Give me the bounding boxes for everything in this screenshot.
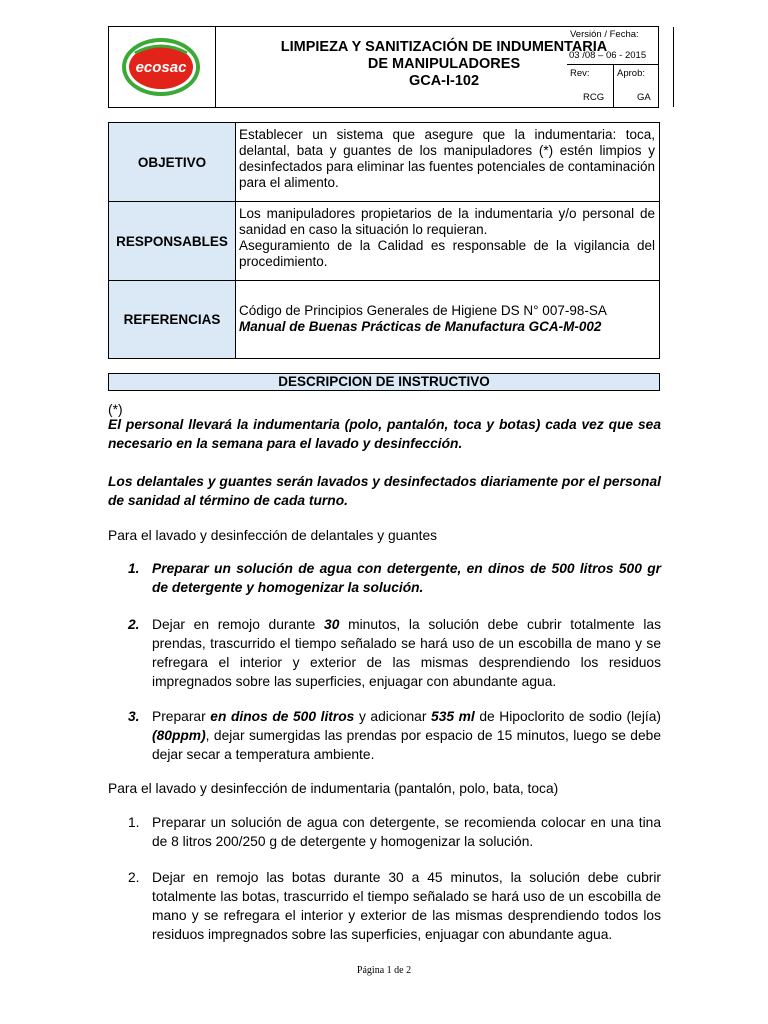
- list1-text-2b: 30: [324, 617, 340, 632]
- page-footer: Página 1 de 2: [356, 965, 412, 976]
- list2-text-1: Preparar un solución de agua con detergente, se recomienda colocar en una tina de 8 litros 200/250 g de detergente y homogenizar la solución.: [152, 815, 661, 849]
- list2-number-2: 2.: [128, 870, 140, 885]
- title-line-1: LIMPIEZA Y SANITIZACIÓN DE INDUMENTARIA: [280, 39, 608, 55]
- list1-text-3a: Preparar: [152, 709, 211, 724]
- label-objetivo: OBJETIVO: [109, 123, 236, 201]
- list1-number-3: 3.: [128, 709, 140, 724]
- list1-number-1: 1.: [128, 561, 140, 576]
- label-responsables: RESPONSABLES: [109, 202, 236, 280]
- document-code: GCA-I-102: [408, 73, 480, 89]
- text-referencias-1: Código de Principios Generales de Higiene DS N° 007-98-SA: [239, 303, 607, 318]
- list1-text-2c: minutos, la solución debe cubrir totalmente las prendas, trascurrido el tiempo señalado se hará uso de un escobilla de mano y se refregara el interior y exterior de las mismas desprendiendo los residuos impregnados sobre las superficies, enjuagar con abundante agua.: [152, 617, 661, 689]
- text-responsables-2: Aseguramiento de la Calidad es responsable de la vigilancia del procedimiento.: [239, 238, 655, 269]
- text-referencias-2: Manual de Buenas Prácticas de Manufactura GCA-M-002: [239, 319, 602, 334]
- list1-text-2a: Dejar en remojo durante: [152, 617, 325, 632]
- list1-number-2: 2.: [128, 617, 140, 632]
- paragraph-personal: El personal llevará la indumentaria (polo, pantalón, toca y botas) cada vez que sea necesario en la semana para el lavado y desinfección.: [108, 417, 661, 451]
- list1-text-3b: en dinos de 500 litros: [210, 709, 355, 724]
- asterisk-note: (*): [108, 402, 123, 417]
- logo-text: ecosac: [135, 59, 187, 76]
- list2-item-1: [128, 813, 661, 851]
- list1-item-1: [128, 559, 661, 597]
- list1-text-3g: , dejar sumergidas las prendas por espacio de 15 minutos, luego se debe dejar secar a temperatura ambiente.: [152, 728, 661, 762]
- document-header: [108, 26, 659, 108]
- label-referencias: REFERENCIAS: [109, 281, 236, 358]
- aprob-label: Aprob:: [617, 68, 645, 79]
- list2-text-2: Dejar en remojo las botas durante 30 a 45 minutos, la solución debe cubrir totalmente las botas, trascurrido el tiempo señalado se hará uso de un escobilla de mano y se refregara el interior y exterior de las mismas desprendiendo todos los residuos impregnados sobre las superficies, enjuagar con abundante agua.: [152, 870, 661, 942]
- list1-text-3d: 535 ml: [431, 709, 475, 724]
- paragraph-delantales: Los delantales y guantes serán lavados y desinfectados diariamente por el personal de sanidad al término de cada turno.: [108, 474, 661, 508]
- rev-label: Rev:: [570, 68, 590, 79]
- aprob-value: GA: [637, 92, 651, 103]
- title-line-2: DE MANIPULADORES: [367, 56, 521, 72]
- intro-delantales: Para el lavado y desinfección de delantales y guantes: [108, 528, 438, 543]
- objective-table: [108, 122, 660, 359]
- rev-value: RCG: [583, 92, 605, 103]
- version-value: 03 /08 – 06 - 2015: [569, 50, 647, 61]
- version-label: Versión / Fecha:: [570, 29, 639, 40]
- row-referencias: [109, 281, 659, 358]
- list1-text-3c: y adicionar: [354, 709, 432, 724]
- list1-item-2: [128, 615, 661, 691]
- list1-text-1: Preparar un solución de agua con detergente, en dinos de 500 litros 500 gr de detergente y homogenizar la solución.: [152, 561, 661, 595]
- list2-number-1: 1.: [128, 815, 140, 830]
- ecosac-logo: [121, 37, 201, 97]
- text-responsables-1: Los manipuladores propietarios de la indumentaria y/o personal de sanidad en caso la situación lo requieran.: [239, 206, 655, 237]
- list2-item-2: [128, 868, 661, 944]
- section-title: DESCRIPCION DE INSTRUCTIVO: [108, 373, 660, 391]
- row-objetivo: [109, 123, 659, 202]
- list1-item-3: [128, 707, 661, 764]
- version-block: [567, 27, 658, 107]
- list1-text-3e: de Hipoclorito de sodio (lejía): [474, 709, 662, 724]
- logo-cell: [109, 27, 216, 107]
- row-responsables: [109, 202, 659, 281]
- intro-indumentaria: Para el lavado y desinfección de indumentaria (pantalón, polo, bata, toca): [108, 781, 559, 796]
- text-objetivo: Establecer un sistema que asegure que la indumentaria: toca, delantal, bata y guantes de los manipuladores (*) estén limpios y desinfectados para eliminar las fuentes potenciales de contaminación para el alimento.: [239, 127, 655, 190]
- list1-text-3f: (80ppm): [152, 728, 206, 743]
